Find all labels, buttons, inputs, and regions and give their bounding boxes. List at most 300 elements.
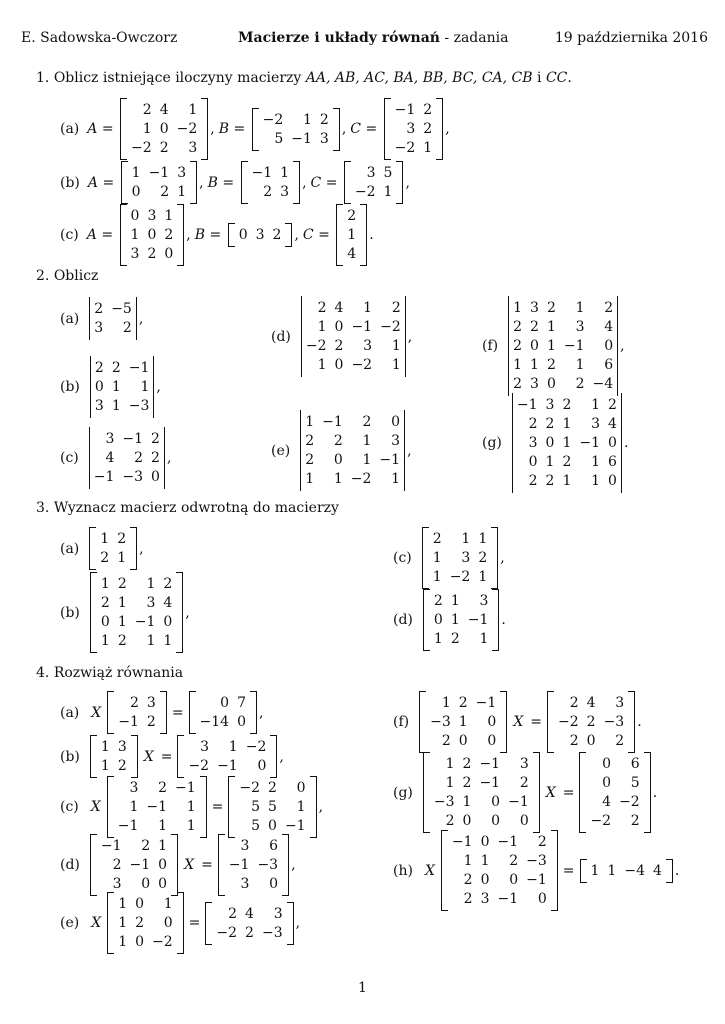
matrix-entry: 1 <box>591 473 601 489</box>
matrix-entry: 2 <box>604 300 614 316</box>
matrix-grid <box>90 297 136 340</box>
part-label: (a) <box>60 121 80 137</box>
p2-part-d <box>271 296 412 377</box>
matrix-entry: −1 <box>516 397 538 413</box>
matrix-grid <box>259 108 333 151</box>
matrix-entry: −1 <box>351 319 373 335</box>
matrix-entry: 3 <box>188 140 198 156</box>
matrix-grid <box>127 98 201 160</box>
matrix-entry: 3 <box>112 876 122 892</box>
matrix-entry: −1 <box>228 857 250 873</box>
matrix-entry: 0 <box>164 246 174 262</box>
matrix <box>419 691 507 753</box>
matrix-entry: 1 <box>177 184 187 200</box>
equals-sign: = <box>97 121 119 137</box>
matrix-entry: 3 <box>530 376 539 392</box>
matrix-entry: 2 <box>528 473 538 489</box>
matrix-grid <box>97 834 171 896</box>
matrix-entry: 2 <box>94 360 104 376</box>
header-title-bold: Macierze i układy równań <box>238 30 440 46</box>
matrix-entry: 0 <box>135 896 145 912</box>
matrix-entry: 2 <box>117 576 127 592</box>
right-bracket <box>287 902 294 945</box>
matrix-entry: 3 <box>575 319 585 335</box>
left-bracket <box>90 735 97 778</box>
matrix-entry: −2 <box>131 140 152 156</box>
matrix-entry: −2 <box>262 111 284 128</box>
matrix-entry: 0 <box>238 227 248 243</box>
matrix-entry: −1 <box>117 818 139 834</box>
right-bar <box>153 356 154 418</box>
matrix-entry: −1 <box>479 756 501 772</box>
matrix-entry: −3 <box>603 714 625 730</box>
matrix-entry: −1 <box>379 452 401 468</box>
matrix-entry: 1 <box>478 569 488 585</box>
matrix-entry: 4 <box>347 246 357 262</box>
matrix-entry: 1 <box>317 357 327 373</box>
matrix-entry: 1 <box>575 300 585 316</box>
matrix <box>579 752 650 833</box>
matrix-entry: 1 <box>164 208 174 224</box>
matrix-entry: 2 <box>151 450 160 466</box>
matrix-grid <box>509 296 617 396</box>
unknown-x: X <box>424 862 435 879</box>
matrix-entry: 1 <box>111 379 121 395</box>
matrix-entry: −2 <box>590 813 612 829</box>
separator: , <box>341 121 347 137</box>
problem-text: Oblicz <box>53 268 99 284</box>
matrix-entry: 1 <box>158 818 168 834</box>
matrix-entry: 0 <box>509 872 519 888</box>
matrix-entry: −2 <box>152 934 173 950</box>
right-bracket <box>270 735 277 778</box>
p3-part-b <box>60 572 190 653</box>
separator: , <box>199 174 204 191</box>
matrix <box>228 223 293 247</box>
matrix-entry: 4 <box>163 595 173 611</box>
unknown-x: X <box>545 784 556 801</box>
matrix-entry: 0 <box>491 794 501 810</box>
matrix-entry: 0 <box>391 414 401 430</box>
part-label: (b) <box>60 604 80 621</box>
matrix-grid <box>90 427 164 489</box>
matrix-entry: 2 <box>608 397 617 413</box>
matrix-entry: 0 <box>546 376 556 392</box>
separator: , <box>405 174 410 191</box>
matrix-entry: 2 <box>347 208 357 224</box>
matrix-entry: −2 <box>216 924 238 941</box>
separator: , <box>139 540 144 557</box>
matrix-entry: 3 <box>480 891 490 907</box>
matrix-entry: 2 <box>530 319 539 335</box>
part-label: (c) <box>60 227 79 243</box>
matrix-entry: 1 <box>100 633 110 649</box>
matrix-entry: −1 <box>93 469 115 485</box>
matrix-entry: 1 <box>450 593 460 609</box>
matrix-entry: 3 <box>94 320 104 336</box>
equals-sign: = <box>217 174 239 191</box>
matrix-entry: −1 <box>475 695 497 711</box>
matrix-entry: 3 <box>615 695 625 711</box>
matrix-entry: 2 <box>462 775 472 791</box>
matrix <box>252 108 340 151</box>
right-bracket <box>492 589 499 651</box>
matrix <box>228 776 316 838</box>
matrix-entry: 1 <box>391 338 401 354</box>
matrix-entry: 2 <box>513 376 523 392</box>
matrix-entry: 1 <box>562 435 572 451</box>
matrix-entry: 3 <box>177 165 187 181</box>
matrix-entry: 0 <box>491 813 501 829</box>
matrix-entry: 1 <box>562 416 572 432</box>
left-bracket <box>90 834 97 896</box>
matrix-entry: 2 <box>528 416 538 432</box>
left-bracket <box>120 98 127 160</box>
part-label: (a) <box>60 704 80 721</box>
problem-number: 4. <box>36 665 50 681</box>
matrix-entry: 1 <box>130 227 140 243</box>
matrix-name: C <box>302 227 314 243</box>
matrix-entry: 1 <box>433 631 443 647</box>
matrix-entry: 3 <box>363 338 373 354</box>
matrix-entry: 1 <box>305 414 315 430</box>
unknown-x: X <box>91 915 102 931</box>
determinant <box>89 427 165 489</box>
matrix-entry: −1 <box>526 872 547 888</box>
left-bracket <box>422 527 429 589</box>
matrix-entry: 1 <box>591 454 601 470</box>
determinant <box>90 356 154 418</box>
problem-last-product: CC <box>545 70 568 86</box>
matrix <box>90 735 138 778</box>
p3-part-a <box>60 527 144 570</box>
p2-part-b <box>60 356 161 418</box>
matrix-entry: 2 <box>630 813 640 829</box>
p4-part-h <box>393 830 679 911</box>
matrix-entry: 6 <box>608 454 617 470</box>
p3-part-d <box>393 589 506 651</box>
right-bracket <box>201 98 208 160</box>
matrix-entry: 0 <box>131 184 141 200</box>
determinant <box>508 296 618 396</box>
left-bracket <box>90 572 97 653</box>
equals-sign: = <box>201 857 213 873</box>
matrix-entry: 2 <box>94 301 104 317</box>
matrix-entry: 1 <box>117 550 127 566</box>
equals-sign: = <box>313 227 335 243</box>
matrix-name: B <box>207 174 218 191</box>
matrix-entry: −1 <box>467 612 489 628</box>
part-label: (g) <box>393 784 413 801</box>
separator: , <box>294 227 299 243</box>
part-label: (d) <box>393 612 413 628</box>
left-bracket <box>228 776 235 838</box>
matrix-entry: 1 <box>305 471 315 487</box>
matrix-entry: 2 <box>134 450 144 466</box>
matrix-entry: −1 <box>146 799 168 815</box>
matrix-entry: 0 <box>268 818 277 834</box>
matrix-grid <box>513 393 621 493</box>
determinant <box>89 297 137 340</box>
matrix-entry: 0 <box>545 435 555 451</box>
matrix-grid <box>429 527 491 589</box>
matrix-entry: 1 <box>432 550 442 566</box>
matrix-entry: 1 <box>362 452 372 468</box>
matrix-entry: 2 <box>142 102 152 118</box>
left-bracket <box>107 892 114 954</box>
matrix-entry: −1 <box>129 857 151 873</box>
matrix-entry: 2 <box>478 550 488 566</box>
separator: , <box>407 442 412 459</box>
left-bracket <box>120 204 127 266</box>
right-bracket <box>628 691 635 753</box>
problem-1-statement <box>36 70 572 86</box>
matrix-entry: 2 <box>463 891 473 907</box>
matrix-entry: 7 <box>237 695 247 711</box>
matrix-grid <box>586 752 643 833</box>
matrix-entry: −2 <box>394 140 416 156</box>
matrix-entry: 6 <box>604 357 614 373</box>
matrix <box>580 859 673 883</box>
matrix-entry: 2 <box>562 454 572 470</box>
matrix-entry: 0 <box>163 915 173 931</box>
matrix-entry: 2 <box>160 184 170 200</box>
matrix-entry: 4 <box>608 416 617 432</box>
matrix-entry: −1 <box>148 165 170 181</box>
left-bracket <box>218 834 225 896</box>
part-label: (a) <box>60 310 80 327</box>
matrix-entry: 1 <box>131 165 141 181</box>
matrix-entry: 2 <box>569 733 579 749</box>
matrix-grid <box>114 691 160 734</box>
matrix-name: B <box>218 121 229 137</box>
header-title <box>238 30 508 46</box>
left-bracket <box>107 691 114 734</box>
matrix-entry: 2 <box>129 695 139 711</box>
matrix-entry: 2 <box>111 360 121 376</box>
part-label: (f) <box>393 714 410 730</box>
matrix-entry: −2 <box>245 739 267 755</box>
matrix-entry: 2 <box>117 758 127 774</box>
matrix-entry: 1 <box>463 853 473 869</box>
matrix-grid <box>235 223 286 247</box>
left-bracket <box>547 691 554 753</box>
matrix-entry: 2 <box>423 121 433 137</box>
left-bracket <box>384 98 391 160</box>
p4-part-b <box>60 735 284 778</box>
matrix-entry: 1 <box>100 531 110 547</box>
matrix-entry: −2 <box>354 184 376 200</box>
header-author: E. Sadowska-Owczorz <box>21 30 178 46</box>
matrix <box>218 834 289 896</box>
part-label: (e) <box>60 915 80 931</box>
matrix-entry: 1 <box>100 739 110 755</box>
matrix-entry: 3 <box>117 739 127 755</box>
matrix-entry: 3 <box>530 300 539 316</box>
matrix-entry: 0 <box>141 876 151 892</box>
matrix-entry: −3 <box>430 714 451 730</box>
matrix-entry: 1 <box>118 896 128 912</box>
matrix-entry: 2 <box>545 473 555 489</box>
matrix-entry: 0 <box>130 208 140 224</box>
matrix-entry: 2 <box>158 780 168 796</box>
matrix-entry: 2 <box>122 320 132 336</box>
p1-part-a <box>60 98 450 160</box>
matrix-entry: 0 <box>334 319 344 335</box>
matrix-entry: 1 <box>607 862 617 879</box>
matrix-entry: 1 <box>478 531 488 547</box>
p2-part-e <box>271 410 412 491</box>
matrix-entry: 0 <box>147 227 157 243</box>
p4-part-d <box>60 834 296 896</box>
right-bracket <box>176 572 183 653</box>
matrix-entry: 1 <box>445 756 455 772</box>
problem-3-statement <box>36 500 339 516</box>
right-bracket <box>644 752 651 833</box>
separator: . <box>674 862 680 879</box>
matrix-entry: 2 <box>146 714 156 730</box>
matrix-entry: −3 <box>261 924 283 941</box>
matrix-entry: −3 <box>122 469 144 485</box>
matrix-entry: 5 <box>268 799 277 815</box>
matrix-grid <box>554 691 628 753</box>
equals-sign: = <box>361 121 382 137</box>
matrix-entry: 3 <box>200 739 210 755</box>
matrix-name: C <box>310 174 322 191</box>
left-bracket <box>241 161 248 204</box>
separator: , <box>138 310 144 327</box>
matrix-entry: 1 <box>513 357 523 373</box>
equals-sign: = <box>96 227 118 243</box>
right-bracket <box>282 834 289 896</box>
matrix-entry: 1 <box>117 614 127 630</box>
matrix-entry: −2 <box>350 471 372 487</box>
right-bracket <box>250 691 257 734</box>
left-bracket <box>336 204 343 266</box>
matrix-entry: 2 <box>519 775 529 791</box>
matrix-entry: 1 <box>163 896 173 912</box>
matrix-entry: 2 <box>513 319 523 335</box>
part-label: (b) <box>60 748 80 765</box>
matrix-grid <box>302 296 405 377</box>
left-bracket <box>205 902 212 945</box>
separator: , <box>295 915 301 931</box>
matrix-entry: 1 <box>479 631 489 647</box>
matrix-entry: −2 <box>188 758 210 774</box>
matrix-entry: 5 <box>383 165 393 181</box>
right-bracket <box>333 108 340 151</box>
matrix-entry: 0 <box>257 758 267 774</box>
determinant <box>512 393 622 493</box>
matrix-entry: −3 <box>526 853 547 869</box>
problem-2-statement <box>36 268 98 284</box>
matrix-name: A <box>86 227 97 243</box>
matrix-entry: 0 <box>480 872 490 888</box>
part-label: (b) <box>60 379 80 395</box>
right-bracket <box>160 691 167 734</box>
matrix-entry: 0 <box>237 714 247 730</box>
part-label: (b) <box>60 174 80 191</box>
matrix-entry: −2 <box>380 319 401 335</box>
matrix-entry: 3 <box>545 397 555 413</box>
header-title-suffix: - zadania <box>444 30 509 46</box>
matrix <box>107 691 167 734</box>
left-bracket <box>441 830 448 911</box>
matrix <box>120 98 208 160</box>
separator: . <box>369 227 374 243</box>
matrix-entry: 1 <box>317 319 327 335</box>
matrix-entry: 2 <box>333 433 343 449</box>
matrix-entry: 0 <box>269 876 279 892</box>
matrix-entry: 0 <box>100 614 110 630</box>
matrix-entry: 1 <box>458 714 468 730</box>
left-bracket <box>228 223 235 247</box>
separator: , <box>318 799 324 815</box>
matrix-entry: 1 <box>441 695 451 711</box>
matrix <box>336 204 367 266</box>
right-bar <box>621 393 622 493</box>
matrix-entry: 2 <box>141 838 151 854</box>
equals-sign: = <box>188 915 201 931</box>
matrix-grid <box>448 830 551 911</box>
matrix-entry: 1 <box>530 357 539 373</box>
separator: , <box>259 704 264 721</box>
right-bracket <box>177 892 184 954</box>
matrix-entry: 2 <box>117 531 127 547</box>
matrix-entry: −14 <box>199 714 230 730</box>
matrix <box>89 527 137 570</box>
problem-4-statement <box>36 665 183 681</box>
matrix <box>547 691 635 753</box>
matrix-entry: 0 <box>333 452 343 468</box>
problem-number: 1. <box>36 70 50 86</box>
matrix-entry: 3 <box>129 780 139 796</box>
matrix-entry: 2 <box>391 300 401 316</box>
problem-text: Oblicz istniejące iloczyny macierzy <box>53 70 302 86</box>
matrix-entry: −1 <box>175 780 196 796</box>
unknown-x: X <box>184 857 195 873</box>
matrix-entry: 2 <box>228 905 238 922</box>
matrix-entry: 2 <box>546 357 556 373</box>
matrix-entry: 3 <box>273 905 283 922</box>
matrix-entry: 2 <box>317 300 327 316</box>
matrix-entry: 0 <box>159 121 169 137</box>
right-bracket <box>533 752 540 833</box>
matrix-entry: 1 <box>423 140 433 156</box>
matrix-entry: −4 <box>624 862 645 879</box>
matrix <box>90 834 178 896</box>
matrix-entry: 3 <box>406 121 416 137</box>
matrix-grid <box>391 98 437 160</box>
matrix <box>120 204 185 266</box>
matrix-entry: 3 <box>94 398 104 414</box>
separator: , <box>291 857 296 873</box>
matrix-entry: 6 <box>269 838 279 854</box>
matrix-entry: −1 <box>497 834 519 850</box>
matrix-entry: 3 <box>528 435 538 451</box>
matrix-entry: 0 <box>220 695 230 711</box>
matrix-entry: 0 <box>158 857 168 873</box>
part-label: (d) <box>271 328 291 345</box>
equals-sign: = <box>562 784 575 801</box>
matrix-entry: −2 <box>305 338 327 354</box>
separator: , <box>620 338 625 354</box>
matrix-entry: −1 <box>122 431 144 447</box>
matrix-entry: 2 <box>263 184 273 200</box>
matrix-entry: 0 <box>530 338 539 354</box>
separator: , <box>279 748 284 765</box>
matrix-entry: −3 <box>433 794 455 810</box>
